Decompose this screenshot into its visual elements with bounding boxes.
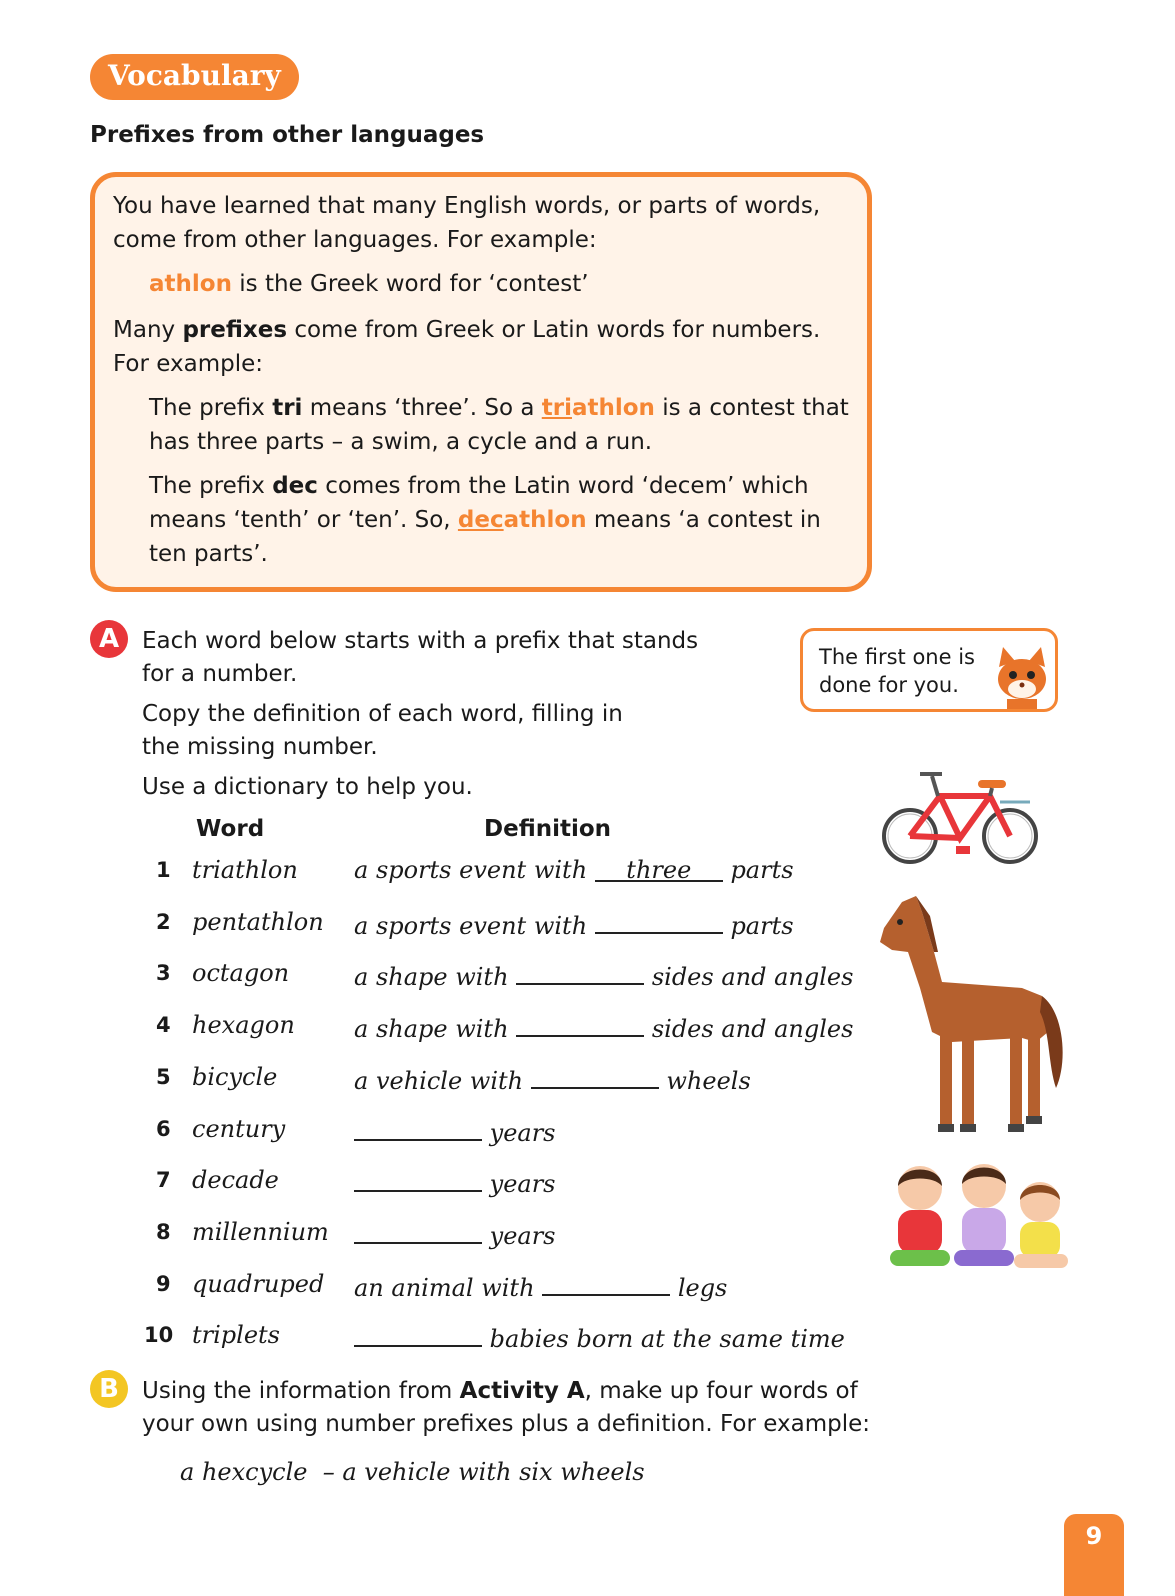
info-dec-line3: ten parts’. <box>149 541 268 567</box>
row-number: 3 <box>156 961 171 985</box>
text: come from Greek or Latin words for numbers. <box>287 317 821 343</box>
text: means ‘a contest in <box>586 507 821 533</box>
row-word: hexagon <box>192 1011 295 1039</box>
row-definition <box>354 1218 556 1250</box>
text: means ‘three’. So a <box>302 395 542 421</box>
row-word: bicycle <box>192 1063 278 1091</box>
triplets-icon <box>872 1158 1074 1282</box>
info-tri-line1 <box>149 391 849 425</box>
row-definition <box>354 1063 751 1095</box>
text: The prefix <box>149 395 273 421</box>
answer-blank[interactable] <box>516 1011 644 1037</box>
definition-start: a shape with <box>354 963 509 991</box>
row-word: pentathlon <box>192 908 324 936</box>
row-definition <box>354 1270 727 1302</box>
definition-start: a sports event with <box>354 912 588 940</box>
row-number: 7 <box>156 1168 171 1192</box>
answer-blank[interactable]: three <box>595 856 723 882</box>
activity-a-line1: Each word below starts with a prefix that stands <box>142 628 699 654</box>
info-para1-line2: come from other languages. For example: <box>113 227 597 253</box>
activity-a-line2: for a number. <box>142 661 298 687</box>
definition-end: sides and angles <box>651 1015 854 1043</box>
definition-start: a vehicle with <box>354 1067 524 1095</box>
row-word: quadruped <box>192 1270 325 1298</box>
page-subtitle: Prefixes from other languages <box>90 122 485 148</box>
column-header-definition: Definition <box>484 816 612 842</box>
answer-blank[interactable] <box>516 959 644 985</box>
definition-end: years <box>489 1222 556 1250</box>
row-number: 10 <box>144 1323 174 1347</box>
row-definition <box>354 1115 556 1147</box>
info-tri-line2: has three parts – a swim, a cycle and a run. <box>149 429 653 455</box>
dec-bold: dec <box>272 473 318 499</box>
definition-end: wheels <box>666 1067 751 1095</box>
activity-a-badge: A <box>90 620 128 658</box>
row-number: 8 <box>156 1220 171 1244</box>
info-example-line <box>149 267 589 301</box>
answer-blank[interactable] <box>354 1218 482 1244</box>
horse-icon <box>872 892 1068 1138</box>
activity-b-line2: your own using number prefixes plus a definition. For example: <box>142 1411 870 1437</box>
row-definition <box>354 1321 845 1353</box>
row-word: triplets <box>192 1321 280 1349</box>
row-word: triathlon <box>192 856 298 884</box>
info-para1-line1: You have learned that many English words, or parts of words, <box>113 193 821 219</box>
row-number: 2 <box>156 910 171 934</box>
decathlon-rest: athlon <box>503 507 587 533</box>
hint-bubble <box>800 628 1058 712</box>
answer-blank[interactable] <box>531 1063 659 1089</box>
row-number: 9 <box>156 1272 171 1296</box>
activity-a-reference: Activity A <box>459 1378 585 1404</box>
row-definition <box>354 1011 853 1043</box>
text: Many <box>113 317 183 343</box>
row-number: 1 <box>156 858 171 882</box>
hint-line2: done for you. <box>819 673 959 697</box>
answer-blank[interactable] <box>354 1115 482 1141</box>
answer-blank[interactable] <box>542 1270 670 1296</box>
prefixes-bold: prefixes <box>182 317 288 343</box>
row-word: decade <box>192 1166 279 1194</box>
text: is a contest that <box>654 395 849 421</box>
info-dec-line2 <box>149 503 821 537</box>
answer-blank[interactable] <box>354 1321 482 1347</box>
row-number: 5 <box>156 1065 171 1089</box>
row-number: 4 <box>156 1013 171 1037</box>
row-definition <box>354 1166 556 1198</box>
activity-a-line4: the missing number. <box>142 734 378 760</box>
tri-bold: tri <box>272 395 303 421</box>
row-definition <box>354 856 794 884</box>
activity-a-line3: Copy the definition of each word, filling in <box>142 701 623 727</box>
info-dec-line1 <box>149 469 809 503</box>
activity-b-badge: B <box>90 1370 128 1408</box>
row-definition <box>354 908 794 940</box>
example-word: athlon <box>149 271 232 297</box>
text: , make up four words of <box>584 1378 858 1404</box>
row-word: century <box>192 1115 286 1143</box>
hint-text <box>819 643 975 699</box>
text: Using the information from <box>142 1378 460 1404</box>
activity-b-example: a hexcycle – a vehicle with six wheels <box>180 1458 645 1486</box>
bicycle-icon <box>880 766 1042 870</box>
definition-start: a sports event with <box>354 856 588 884</box>
triathlon-rest: athlon <box>571 395 655 421</box>
text: means ‘tenth’ or ‘ten’. So, <box>149 507 458 533</box>
activity-a-line5: Use a dictionary to help you. <box>142 774 473 800</box>
row-number: 6 <box>156 1117 171 1141</box>
definition-end: sides and angles <box>651 963 854 991</box>
info-para2-line2: For example: <box>113 351 263 377</box>
example-rest: is the Greek word for ‘contest’ <box>231 271 589 297</box>
definition-start: a shape with <box>354 1015 509 1043</box>
info-box <box>90 172 872 592</box>
definition-end: years <box>489 1170 556 1198</box>
column-header-word: Word <box>196 816 265 842</box>
definition-end: parts <box>730 912 794 940</box>
row-word: octagon <box>192 959 290 987</box>
answer-blank[interactable] <box>354 1166 482 1192</box>
definition-end: legs <box>677 1274 728 1302</box>
triathlon-prefix: tri <box>541 395 572 421</box>
row-word: millennium <box>192 1218 329 1246</box>
decathlon-prefix: dec <box>457 507 504 533</box>
info-para2-line1 <box>113 313 820 347</box>
definition-end: parts <box>730 856 794 884</box>
text: The prefix <box>149 473 273 499</box>
activity-b-line1 <box>142 1374 858 1408</box>
definition-end: years <box>489 1119 556 1147</box>
definition-start: an animal with <box>354 1274 535 1302</box>
definition-end: babies born at the same time <box>489 1325 845 1353</box>
text: comes from the Latin word ‘decem’ which <box>317 473 809 499</box>
answer-blank[interactable] <box>595 908 723 934</box>
section-badge: Vocabulary <box>90 54 299 100</box>
hint-line1: The first one is <box>819 645 975 669</box>
page-number: 9 <box>1064 1514 1124 1596</box>
row-definition <box>354 959 853 991</box>
cat-icon <box>989 643 1055 709</box>
